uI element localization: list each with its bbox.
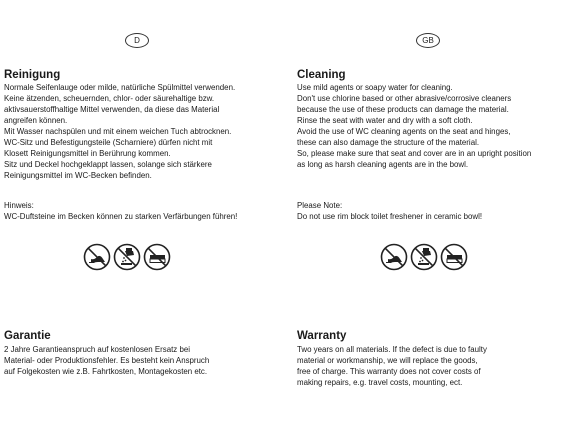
warranty-text-english: Two years on all materials. If the defect is due to faulty material or workmanship, we will replace the goods, free of charge. This warranty does not cover costs of making repairs, e.g. travel costs, mounting, ect. bbox=[297, 345, 487, 388]
no-chemicals-icon bbox=[113, 243, 141, 271]
no-high-heels-icon bbox=[380, 243, 408, 271]
language-badge-german: D bbox=[125, 33, 149, 48]
cleaning-text-german: Normale Seifenlauge oder milde, natürliche Spülmittel verwenden. Keine ätzenden, scheuernden, chlor- oder säurehaltige bzw. aktivsauerstoffhaltige Mittel verwenden, da diese das Material angreifen können. Mit Wasser nachspülen und mit einem weichen Tuch abtrocknen. WC-Sitz und Befestigungsteile (Scharniere) dürfen nicht mit Klosett Reinigungsmittel in Berührung kommen. Sitz und Deckel hochgeklappt lassen, solange sich stärkere Reinigungsmittel im WC-Becken befinden. bbox=[4, 83, 236, 181]
cleaning-heading-english: Cleaning bbox=[297, 69, 346, 81]
cleaning-heading-german: Reinigung bbox=[4, 69, 61, 81]
note-label-english: Please Note: bbox=[297, 201, 343, 210]
warranty-heading-english: Warranty bbox=[297, 330, 347, 342]
no-chemicals-icon bbox=[410, 243, 438, 271]
warranty-heading-german: Garantie bbox=[4, 330, 51, 342]
language-badge-english: GB bbox=[416, 33, 440, 48]
note-text-english: Do not use rim block toilet freshener in ceramic bowl! bbox=[297, 212, 483, 221]
warning-icons-german bbox=[83, 243, 171, 271]
warranty-text-german: 2 Jahre Garantieanspruch auf kostenlosen Ersatz bei Material- oder Produktionsfehler. Es besteht kein Anspruch auf Folgekosten wie z.B. Fahrtkosten, Montagekosten etc. bbox=[4, 345, 210, 377]
no-abrasive-sponge-icon bbox=[440, 243, 468, 271]
no-abrasive-sponge-icon bbox=[143, 243, 171, 271]
note-text-german: WC-Duftsteine im Becken können zu starken Verfärbungen führen! bbox=[4, 212, 238, 221]
cleaning-text-english: Use mild agents or soapy water for cleaning. Don't use chlorine based or other abrasive/corrosive cleaners because the use of these products can damage the material. Rinse the seat with water and dry with a soft cloth. Avoid the use of WC cleaning agents on the seat and hinges, these can also damage the structure of the material. So, please make sure that seat and cover are in an upright position as long as harsh cleaning agents are in the bowl. bbox=[297, 83, 532, 170]
warning-icons-english bbox=[380, 243, 468, 271]
note-label-german: Hinweis: bbox=[4, 201, 34, 210]
no-high-heels-icon bbox=[83, 243, 111, 271]
